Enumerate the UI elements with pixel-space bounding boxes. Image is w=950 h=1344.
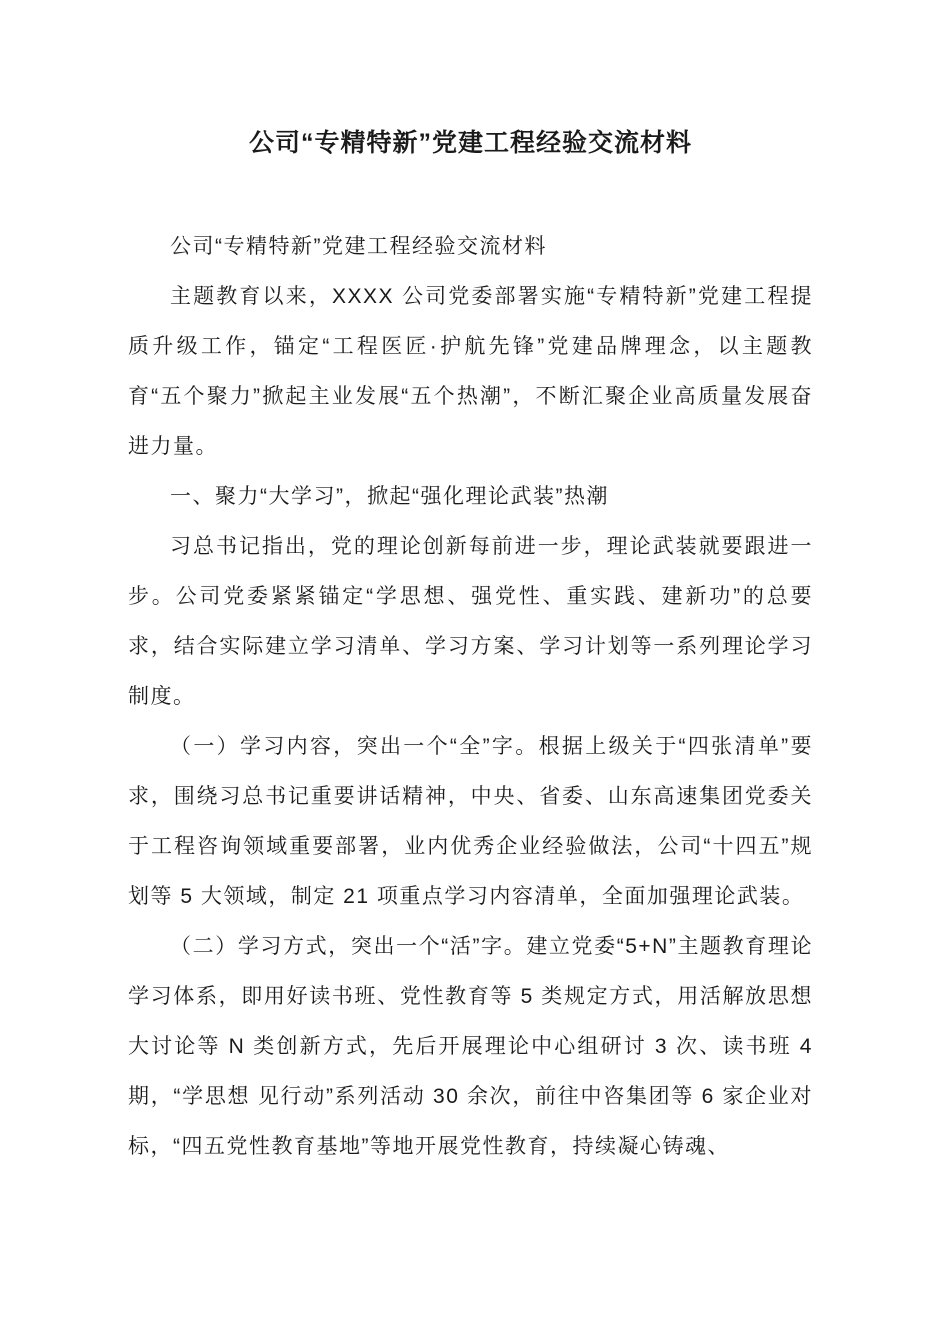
paragraph-item-2: （二）学习方式，突出一个“活”字。建立党委“5+N”主题教育理论学习体系，即用好读书班、党性教育等 5 类规定方式，用活解放思想大讨论等 N 类创新方式，先后开展理论中心组研讨 3 次、读书班 4 期，“学思想 见行动”系列活动 30 余次，前往中咨集团等 6 家企业对标，“四五党性教育基地”等地开展党性教育，持续凝心铸魂、 (128, 935, 813, 1158)
paragraph-item-1: （一）学习内容，突出一个“全”字。根据上级关于“四张清单”要求，围绕习总书记重要讲话精神，中央、省委、山东高速集团党委关于工程咨询领域重要部署，业内优秀企业经验做法，公司“十四五”规划等 5 大领域，制定 21 项重点学习内容清单，全面加强理论武装。 (128, 735, 813, 908)
paragraph-section-1-body: 习总书记指出，党的理论创新每前进一步，理论武装就要跟进一步。公司党委紧紧锚定“学思想、强党性、重实践、建新功”的总要求，结合实际建立学习清单、学习方案、学习计划等一系列理论学习制度。 (128, 535, 813, 708)
document-title: 公司“专精特新”党建工程经验交流材料 (248, 129, 692, 157)
paragraph-subtitle-line: 公司“专精特新”党建工程经验交流材料 (170, 235, 547, 258)
paragraph-intro: 主题教育以来，XXXX 公司党委部署实施“专精特新”党建工程提质升级工作，锚定“工程医匠·护航先锋”党建品牌理念，以主题教育“五个聚力”掀起主业发展“五个热潮”，不断汇聚企业高质量发展奋进力量。 (128, 285, 813, 458)
paragraph-section-heading-1: 一、聚力“大学习”，掀起“强化理论武装”热潮 (170, 485, 609, 508)
